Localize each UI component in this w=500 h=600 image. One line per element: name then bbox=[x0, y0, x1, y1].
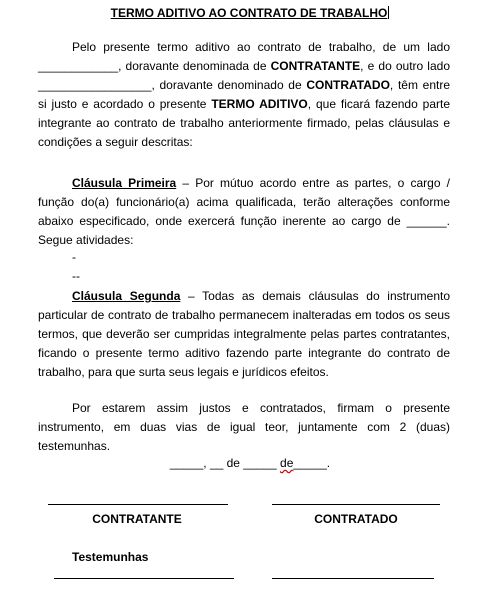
text-cursor bbox=[388, 6, 389, 19]
contratado-signature-line bbox=[272, 504, 440, 505]
bullet-item-1: - bbox=[72, 250, 76, 264]
clause-one-text: – Por mútuo acordo entre as partes, o cargo / função do(a) funcionário(a) acima qualificada, terão alterações conforme abaixo especificado, onde exercerá função inerente ao cargo de ______. Segue atividades: bbox=[38, 176, 450, 247]
clause-two-text: – Todas as demais cláusulas do instrumento particular de contrato de trabalho permanecem inalteradas em todos os seus termos, que deverão ser cumpridas integralmente pelas partes contratantes, ficando o presente termo aditivo fazendo parte integrante do contrato de trabalho, para que surta seus legais e jurídicos efeitos. bbox=[38, 289, 450, 379]
termo-aditivo-term: TERMO ADITIVO bbox=[211, 97, 308, 111]
clause-two-paragraph bbox=[38, 287, 450, 382]
contratado-signature-label: CONTRATADO bbox=[314, 512, 398, 526]
clause-one-paragraph bbox=[38, 174, 450, 250]
intro-paragraph bbox=[38, 38, 450, 152]
date-line bbox=[0, 456, 500, 470]
date-part-1: _____, __ de _____ bbox=[169, 456, 281, 470]
contratado-term: CONTRATADO bbox=[306, 78, 390, 92]
bullet-item-2: -- bbox=[72, 269, 80, 283]
closing-paragraph bbox=[38, 399, 450, 456]
witness-1-signature-line bbox=[54, 578, 234, 579]
contratante-signature-line bbox=[48, 504, 228, 505]
clause-two-heading: Cláusula Segunda bbox=[72, 289, 181, 303]
witness-2-signature-line bbox=[272, 578, 434, 579]
closing-text: Por estarem assim justos e contratados, firmam o presente instrumento, em duas vias de igual teor, juntamente com 2 (duas) testemunhas. bbox=[38, 401, 450, 453]
intro-text-3: , têm entre si justo e acordado o presente bbox=[38, 78, 450, 111]
date-part-2: _____. bbox=[293, 456, 331, 470]
intro-text-1: Pelo presente termo aditivo ao contrato de trabalho, de um lado ____________, doravante denominada de bbox=[38, 40, 450, 73]
document-title: TERMO ADITIVO AO CONTRATO DE TRABALHO bbox=[110, 6, 388, 20]
clause-one-heading: Cláusula Primeira bbox=[72, 176, 177, 190]
date-de-spellcheck: de bbox=[280, 456, 294, 470]
intro-text-4: , que ficará fazendo parte integrante ao contrato de trabalho anteriormente firmado, pelas cláusulas e condições a seguir descritas: bbox=[38, 97, 451, 149]
contratante-signature-label: CONTRATANTE bbox=[92, 512, 182, 526]
contratante-term: CONTRATANTE bbox=[270, 59, 361, 73]
intro-text-2: , e do outro lado _________________, doravante denominado de bbox=[38, 59, 450, 92]
witnesses-label: Testemunhas bbox=[72, 550, 149, 564]
